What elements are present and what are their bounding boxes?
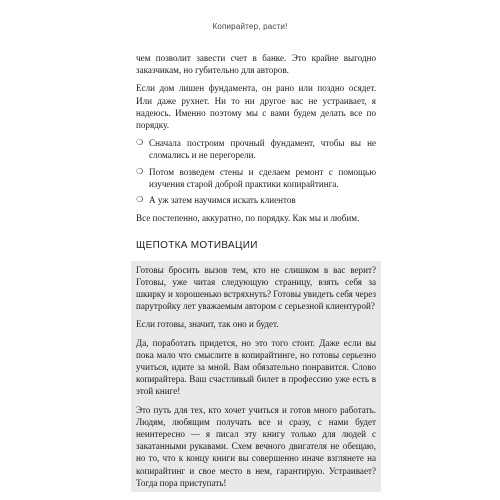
bullet-list [136, 137, 376, 206]
bullet-text: Сначала построим прочный фундамент, чтобы вы не сломались и не перегорели. [149, 138, 376, 161]
section-heading: ЩЕПОТКА МОТИВАЦИИ [136, 240, 258, 252]
motivation-box [131, 261, 381, 492]
bullet-item [136, 166, 376, 190]
bullet-item [136, 194, 376, 206]
motivation-paragraph-1: Готовы бросить вызов тем, кто не слишком в вас верит? Готовы, уже читая следующую страницу, взять себя за шкирку и хорошенько встряхнуть? Готовы увидеть себя через парутройку лет уважаемым автором с серьезной клиентурой? [136, 264, 376, 312]
bullet-item [136, 137, 376, 161]
closing-paragraph: Все постепенно, аккуратно, по порядку. Как мы и любим. [136, 213, 360, 224]
intro-paragraph-2: Если дом лишен фундамента, он рано или поздно осядет. Или даже рухнет. Ни то ни другое вас не устраивает, я надеюсь. Именно поэтому мы с вами будем делать все по порядку. [136, 83, 376, 131]
motivation-paragraph-2: Если готовы, значит, так оно и будет. [136, 319, 279, 330]
motivation-paragraph-3: Да, поработать придется, но это того стоит. Даже если вы пока мало что смыслите в копирайтинге, но готовы серьезно учиться, идите за мной. Вам обязательно понравится. Слово копирайтера. Ваш счастливый билет в профессию уже есть в этой книге! [136, 337, 376, 397]
motivation-paragraph-4: Это путь для тех, кто хочет учиться и готов много работать. Людям, любящим получать все и сразу, с нами будет неинтересно — я писал эту книгу только для людей с закатанными рукавами. Схем вечного двигателя не обещаю, но то, что к концу книги вы совершенно иначе взглянете на копирайтинг и свое место в нем, гарантирую. Устраивает? Тогда пора приступать! [136, 404, 376, 488]
circle-bullet-icon: ❍ [136, 166, 144, 176]
bullet-text: Потом возведем стены и сделаем ремонт с помощью изучения старой доброй практики копирайтинга. [149, 166, 376, 189]
page-body [136, 52, 376, 498]
intro-paragraph-1: чем позволит завести счет в банке. Это крайне выгодно заказчикам, но губительно для авторов. [136, 53, 376, 76]
bullet-text: А уж затем научимся искать клиентов [149, 195, 296, 206]
circle-bullet-icon: ❍ [136, 138, 144, 148]
running-header: Копирайтер, расти! [212, 22, 288, 31]
circle-bullet-icon: ❍ [136, 195, 144, 205]
